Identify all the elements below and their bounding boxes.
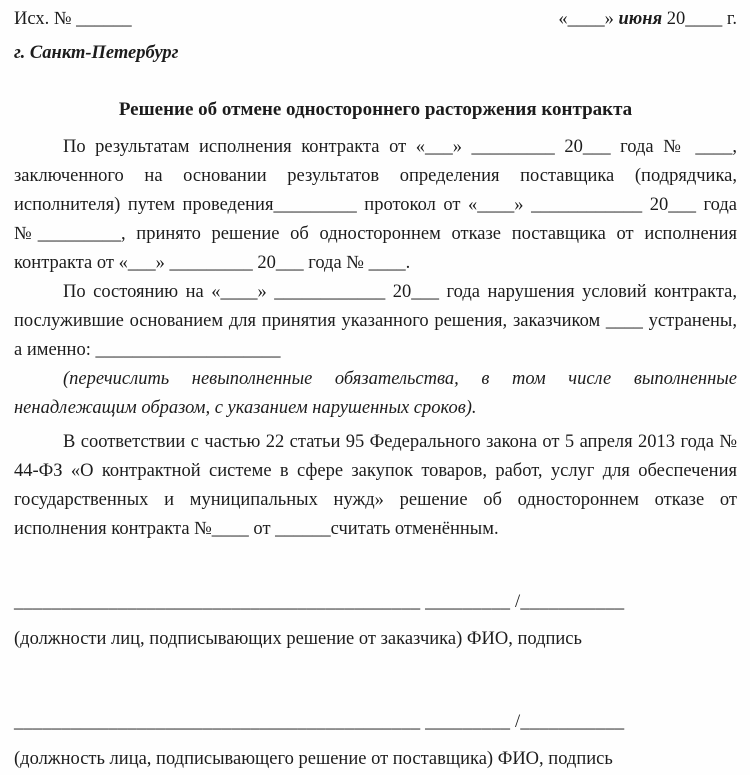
paragraph-contract-basis: По результатам исполнения контракта от «___» _________ 20___ года № ____, заключенного на основании результатов определения поставщика (подрядчика, исполнителя) путем проведения_________ протокол от «____» ____________ 20___ года №_________, принято решение об одностороннем отказе поставщика от исполнения контракта от «___» _________ 20___ года № ____.	[14, 137, 737, 273]
paragraph-violations-remedied: По состоянию на «____» ____________ 20___ года нарушения условий контракта, послужившие основанием для принятия указанного решения, заказчиком ____ устранены, а именно: ____________________	[14, 282, 737, 360]
outgoing-number-field: Исх. № ______	[14, 9, 132, 29]
italic-instruction-note: (перечислить невыполненные обязательства, в том числе выполненные ненадлежащим образом, с указанием нарушенных сроков).	[14, 369, 737, 418]
signature-line-customer: ___________________________________________ _________ /___________	[14, 592, 625, 612]
date-year-blank: 20____ г.	[662, 9, 737, 29]
date-day-blank: «____»	[558, 9, 619, 29]
document-title: Решение об отмене одностороннего расторжения контракта	[118, 99, 633, 120]
date-field	[558, 5, 737, 34]
date-month: июня	[618, 9, 663, 29]
signature-block-supplier	[14, 708, 737, 774]
signature-caption-supplier: (должность лица, подписывающего решение от поставщика) ФИО, подпись	[14, 749, 613, 769]
paragraph-legal-reference: В соответствии с частью 22 статьи 95 Федерального закона от 5 апреля 2013 года № 44-ФЗ «О контрактной системе в сфере закупок товаров, работ, услуг для обеспечения государственных и муниципальных нужд» решение об одностороннем отказе от исполнения контракта №____ от ______считать отменённым.	[14, 432, 737, 539]
document-header	[14, 5, 737, 34]
city-line: г. Санкт-Петербург	[14, 43, 179, 63]
signature-caption-customer: (должности лиц, подписывающих решение от заказчика) ФИО, подпись	[14, 629, 582, 649]
signature-block-customer	[14, 588, 737, 654]
signature-line-supplier: ___________________________________________ _________ /___________	[14, 712, 625, 732]
